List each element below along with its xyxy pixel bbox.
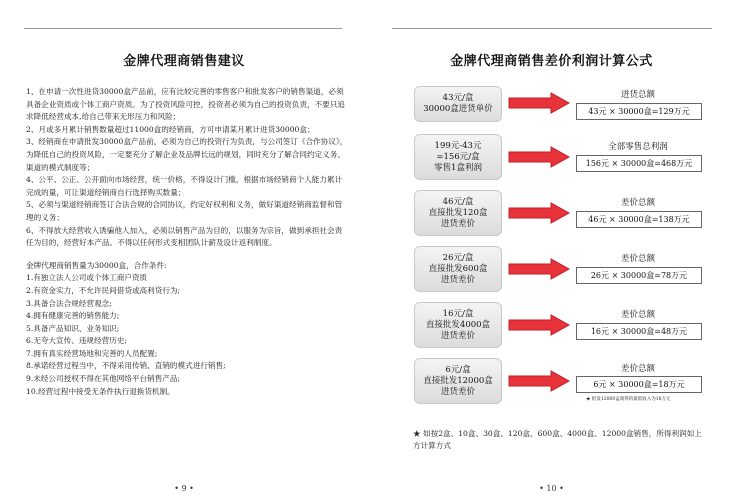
formula-box: 16元 × 30000盒=48万元 [576,323,702,340]
star-note: ★ 如按2盒、10盒、30盒、120盒、600盒、4000盒、12000盒销售，所得利润如上方计算方式 [413,429,702,450]
condition-item: 7.拥有真实经营场地和完善的人员配置; [26,348,158,358]
unit-line: 直接批发600盒 [428,263,488,274]
unit-line: 进货差价 [440,330,475,341]
total-label: 差价总额 [620,254,655,264]
unit-line: 直接批发4000盒 [425,319,491,330]
paragraph: 3、经销商在申请批发30000盒产品前，必须为自己的投资行为负责，与公司签订《合作协议》，为降低自己的投资风险，一定要充分了解企业及品牌长远的规划，同时充分了解合同约定义务、渠道的模式制度等； [26,137,348,172]
unit-price-box [414,86,502,122]
unit-line: =156元/盒 [436,151,480,162]
right-arrow-icon [507,314,571,336]
unit-line: 零售1盒利润 [434,162,482,173]
unit-line: 6元/盒 [445,364,471,375]
right-arrow-icon [507,146,571,168]
unit-line: 进货差价 [440,218,475,229]
condition-item: 1.有独立法人公司或个体工商户资质 [26,273,148,283]
formula-box: 156元 × 30000盒=468万元 [576,155,702,172]
unit-line: 直接批发12000盒 [423,375,493,386]
condition-item: 3.具备合法合规经营观念; [26,298,112,308]
right-arrow-icon [507,202,571,224]
unit-line: 进货差价 [440,274,475,285]
total-label: 进货总额 [620,90,655,100]
paragraph: 4、公平、公正、公开面向市场经营，统一价格，不得设计门槛，根据市场经销商个人能力累计完成的量，可让渠道经销商自行选择购买数量； [26,175,343,197]
page-title: 金牌代理商销售建议 [123,54,245,69]
paragraph: 5、必须与渠道经销商签订合法合规的合同协议，约定好权利和义务，做好渠道经销商监督和管理的义务； [26,200,343,222]
total-label: 差价总额 [620,198,655,208]
condition-item: 9.未经公司授权不得在其他网络平台销售产品; [26,374,181,384]
page-number: • 10 • [539,484,564,493]
condition-item: 10.经营过程中接受无条件执行退换货机制。 [26,386,175,396]
formula-box: 43元 × 30000盒=129万元 [576,103,702,120]
condition-item: 5.具备产品知识、业务知识; [26,323,120,333]
body-text [26,86,348,398]
unit-line: 26元/盒 [442,252,474,263]
unit-price-box [414,190,502,236]
paragraph: 6、不得放大经营收入诱骗他人加入，必须以销售产品为目的，以服务为宗旨，做到承担社会责任为目的，经营好本产品。不得以任何形式变相团队计薪及设计返利制度。 [26,225,343,248]
unit-price-box [414,134,502,180]
top-rule [24,28,342,29]
formula-box: 6元 × 30000盒=18万元 [576,376,702,393]
total-label: 差价总额 [620,364,655,374]
unit-price-box [414,358,502,404]
unit-price-box [414,302,502,348]
total-label: 全部零售总利润 [608,142,668,152]
paragraph: 1、在申请一次性进货30000盒产品前，应有比较完善的零售客户和批发客户的销售渠道，必须具备企业资质或个体工商户资质。为了投资风险可控，投资者必须为自己的投资负责，不要只追求降低经营成本,给自己带来无形压力和风险； [26,87,345,122]
unit-line: 46元/盒 [442,196,474,207]
condition-item: 6.无夸大宣传、违规经营历史; [26,336,127,346]
small-note: ★ 批发12000盒商得的最低收入为18万元 [586,397,671,402]
condition-item: 8.承诺经营过程当中，不得采用传销、直销的模式进行销售; [26,361,226,371]
unit-line: 直接批发120盒 [428,207,488,218]
condition-item: 2.有资金实力，不允许民间借贷或高利贷行为; [26,285,181,295]
total-label: 差价总额 [620,310,655,320]
right-arrow-icon [507,92,571,114]
unit-line: 16元/盒 [442,308,474,319]
unit-line: 199元-43元 [434,140,482,151]
unit-price-box [414,246,502,292]
right-arrow-icon [507,370,571,392]
formula-box: 26元 × 30000盒=78万元 [576,267,702,284]
page-number: • 9 • [174,484,194,493]
right-arrow-icon [507,258,571,280]
page-title: 金牌代理商销售差价利润计算公式 [450,54,653,69]
paragraph: 2、月或多月累计销售数量超过11000盒的经销商，方可申请某月累计进货30000盒； [26,124,315,134]
unit-line: 30000盒进货单价 [423,104,493,114]
unit-line: 43元/盒 [442,93,474,103]
unit-line: 进货差价 [440,386,475,397]
top-rule [392,28,712,29]
condition-item: 4.拥有健康完善的销售能力; [26,311,120,321]
conditions-title: 金牌代理商销售量为30000盒，合作条件: [26,260,167,270]
formula-box: 46元 × 30000盒=138万元 [576,211,702,228]
